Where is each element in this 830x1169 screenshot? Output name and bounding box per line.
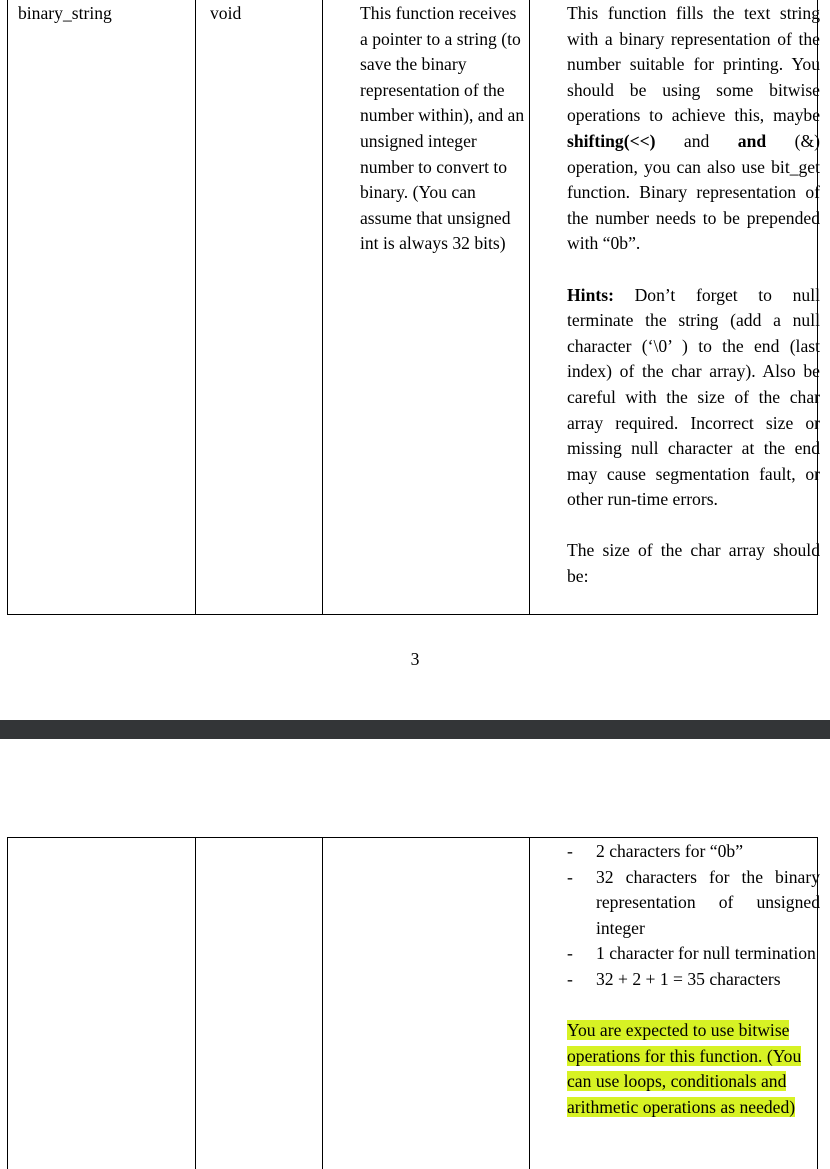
parameters-cell: This function receives a pointer to a string (to save the binary representation of the number within), and an unsigned integer number to convert to binary. (You can assume that unsigned int is always 32 bits) xyxy=(360,3,525,254)
highlighted-note xyxy=(567,1018,820,1120)
page-number: 3 xyxy=(410,649,420,669)
description-text: (&) operation, you can also use bit_get function. Binary representation of the number needs to be prepended with “0b”. xyxy=(567,130,820,254)
description-text: and xyxy=(655,130,738,151)
function-name-cell: binary_string xyxy=(18,3,112,23)
column-divider xyxy=(529,838,530,1169)
list-item: - 32 characters for the binary representation of unsigned integer xyxy=(567,865,820,942)
description-paragraph xyxy=(567,1,820,257)
array-size-list xyxy=(567,839,820,993)
description-cell xyxy=(567,1,820,590)
list-item: - 32 + 2 + 1 = 35 characters xyxy=(567,967,820,993)
hints-label: Hints: xyxy=(567,284,614,305)
bold-term-and: and xyxy=(737,130,767,151)
column-divider xyxy=(322,838,323,1169)
column-divider xyxy=(322,0,323,614)
list-item: - 1 character for null termination xyxy=(567,941,820,967)
highlighted-note-text: You are expected to use bitwise operations for this function. (You can use loops, conditionals and arithmetic operations as needed) xyxy=(567,1020,802,1117)
return-type-cell: void xyxy=(210,3,242,23)
function-table-continued xyxy=(7,837,818,1169)
column-divider xyxy=(195,838,196,1169)
list-item: - 2 characters for “0b” xyxy=(567,839,820,865)
page-4 xyxy=(0,739,830,1169)
description-cell-continued xyxy=(567,839,820,1121)
description-text: This function fills the text string with a binary representation of the number suitable for printing. You should be using some bitwise operations to achieve this, maybe xyxy=(567,3,820,126)
hints-text: Don’t forget to null terminate the string (add a null character (‘\0’ ) to the end (last index) of the char array). Also be careful with the size of the char array required. Incorrect size or missing null character at the end may cause segmentation fault, or other run-time errors. xyxy=(567,284,820,510)
array-size-intro: The size of the char array should be: xyxy=(567,540,820,587)
column-divider xyxy=(195,0,196,614)
function-table xyxy=(7,0,818,615)
bold-term-shifting: shifting(<<) xyxy=(567,130,656,151)
page-separator xyxy=(0,720,830,739)
column-divider xyxy=(529,0,530,614)
hints-paragraph xyxy=(567,283,820,513)
